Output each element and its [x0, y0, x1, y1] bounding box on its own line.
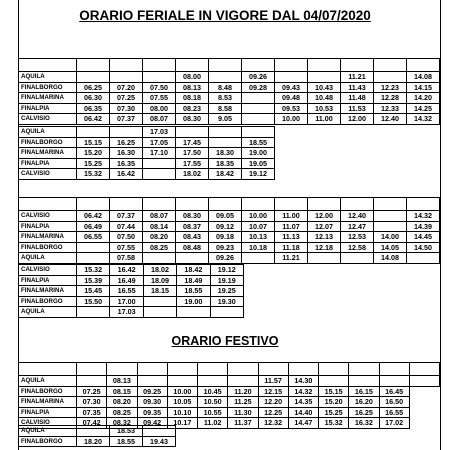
- departure-time: 15.25: [77, 158, 110, 169]
- departure-time: 12.32: [258, 418, 288, 429]
- departure-time: [143, 253, 176, 264]
- departure-time: 14.50: [407, 242, 440, 253]
- table-row: [19, 386, 440, 397]
- departure-time: 08.25: [143, 242, 176, 253]
- departure-time: 15.32: [77, 265, 110, 276]
- departure-time: 10.17: [167, 418, 197, 429]
- stop-name: FINALPIA: [19, 103, 77, 114]
- departure-time: 9.05: [209, 114, 242, 125]
- departure-time: 19.00: [242, 148, 275, 159]
- departure-time: 09.26: [242, 72, 275, 83]
- departure-time: 16.15: [349, 386, 379, 397]
- departure-time: 18.15: [143, 286, 176, 297]
- departure-time: [167, 376, 197, 387]
- departure-time: 16.49: [110, 275, 143, 286]
- departure-time: 11.37: [228, 418, 258, 429]
- departure-time: 11.25: [228, 397, 258, 408]
- departure-time: 12.23: [374, 82, 407, 93]
- departure-time: 15.15: [77, 137, 110, 148]
- departure-time: 15.32: [77, 169, 110, 180]
- departure-time: [143, 307, 176, 318]
- table-row: [19, 275, 244, 286]
- table-row: [19, 242, 440, 253]
- departure-time: 14.47: [288, 418, 318, 429]
- departure-time: 10.13: [242, 232, 275, 243]
- departure-time: [137, 376, 167, 387]
- departure-time: [209, 137, 242, 148]
- stop-name: CALVISIO: [19, 114, 77, 125]
- departure-time: 11.43: [341, 82, 374, 93]
- departure-time: [77, 242, 110, 253]
- table-row: [19, 232, 440, 243]
- stop-name: FINALMARINA: [19, 286, 77, 297]
- departure-time: [143, 296, 176, 307]
- departure-time: 18.42: [177, 265, 210, 276]
- stop-name: FINALMARINA: [19, 148, 77, 159]
- departure-time: 09.18: [209, 232, 242, 243]
- departure-time: 16.45: [379, 386, 409, 397]
- departure-time: 07.55: [143, 93, 176, 104]
- departure-time: 08.07: [143, 211, 176, 222]
- departure-time: 17.03: [143, 127, 176, 138]
- departure-time: [228, 376, 258, 387]
- departure-time: 08.07: [143, 114, 176, 125]
- departure-time: [77, 376, 107, 387]
- departure-time: 08.13: [107, 376, 137, 387]
- departure-time: 15.32: [319, 418, 349, 429]
- stop-name: FINALBORGO: [19, 82, 77, 93]
- departure-time: 14.32: [407, 114, 440, 125]
- departure-time: [308, 253, 341, 264]
- departure-time: 08.20: [143, 232, 176, 243]
- departure-time: 07.50: [110, 232, 143, 243]
- departure-time: [242, 253, 275, 264]
- departure-time: 11.21: [275, 253, 308, 264]
- table-row: [19, 436, 176, 447]
- departure-time: [177, 307, 210, 318]
- departure-time: 16.20: [349, 397, 379, 408]
- departure-time: 08.48: [176, 242, 209, 253]
- table-row: [19, 265, 244, 276]
- departure-time: 08.00: [143, 103, 176, 114]
- departure-time: 8.48: [209, 82, 242, 93]
- departure-time: 12.00: [341, 114, 374, 125]
- stop-name: FINALMARINA: [19, 93, 77, 104]
- table-row: [19, 253, 440, 264]
- departure-time: 14.20: [407, 93, 440, 104]
- departure-time: 09.43: [275, 82, 308, 93]
- departure-time: [77, 127, 110, 138]
- stop-name: FINALPIA: [19, 275, 77, 286]
- departure-time: 19.30: [210, 296, 243, 307]
- departure-time: 06.42: [77, 211, 110, 222]
- page-right-border: [440, 0, 441, 450]
- departure-time: 18.35: [209, 158, 242, 169]
- departure-time: 18.55: [110, 436, 143, 447]
- stop-name: AQUILA: [19, 127, 77, 138]
- departure-time: 16.55: [110, 286, 143, 297]
- departure-time: 08.18: [176, 93, 209, 104]
- departure-time: 10.45: [198, 386, 228, 397]
- departure-time: [409, 376, 439, 387]
- departure-time: 07.30: [110, 103, 143, 114]
- departure-time: 15.15: [319, 386, 349, 397]
- departure-time: [209, 127, 242, 138]
- departure-time: 08.30: [176, 114, 209, 125]
- table-row: [19, 407, 440, 418]
- departure-time: 07.55: [110, 242, 143, 253]
- departure-time: [242, 93, 275, 104]
- table-row: [19, 397, 440, 408]
- stop-name: FINALMARINA: [19, 232, 77, 243]
- departure-time: 18.02: [176, 169, 209, 180]
- departure-time: 12.40: [341, 211, 374, 222]
- departure-time: 19.25: [210, 286, 243, 297]
- departure-time: 10.55: [198, 407, 228, 418]
- departure-time: 10.43: [308, 82, 341, 93]
- table-row: [19, 296, 244, 307]
- departure-time: 8.58: [209, 103, 242, 114]
- holiday-title: ORARIO FESTIVO: [171, 334, 279, 348]
- departure-time: [374, 211, 407, 222]
- departure-time: 09.25: [137, 386, 167, 397]
- departure-time: 12.18: [308, 242, 341, 253]
- departure-time: 09.05: [209, 211, 242, 222]
- departure-time: 07.25: [110, 93, 143, 104]
- departure-time: 14.35: [288, 397, 318, 408]
- departure-time: 12.47: [341, 221, 374, 232]
- departure-time: [110, 72, 143, 83]
- departure-time: 16.35: [110, 158, 143, 169]
- stop-name: FINALBORGO: [19, 386, 77, 397]
- departure-time: 16.32: [349, 418, 379, 429]
- departure-time: 17.50: [176, 148, 209, 159]
- departure-time: 08.15: [107, 386, 137, 397]
- departure-time: 12.25: [258, 407, 288, 418]
- departure-time: [242, 114, 275, 125]
- departure-time: 11.00: [308, 114, 341, 125]
- departure-time: [143, 158, 176, 169]
- departure-time: 07.20: [110, 82, 143, 93]
- departure-time: 08.25: [107, 407, 137, 418]
- stop-name: FINALBORGO: [19, 242, 77, 253]
- departure-time: 12.07: [308, 221, 341, 232]
- departure-time: 10.00: [242, 211, 275, 222]
- departure-time: 14.39: [407, 221, 440, 232]
- departure-time: 12.00: [308, 211, 341, 222]
- departure-time: [176, 127, 209, 138]
- departure-time: 09.53: [275, 103, 308, 114]
- table-spacer-row: [19, 363, 440, 376]
- departure-time: 18.09: [143, 275, 176, 286]
- departure-time: 06.49: [77, 221, 110, 232]
- departure-time: 11.53: [341, 103, 374, 114]
- stop-name: FINALPIA: [19, 407, 77, 418]
- departure-time: [341, 253, 374, 264]
- departure-time: 09.42: [137, 418, 167, 429]
- departure-time: 09.48: [275, 93, 308, 104]
- departure-time: [374, 221, 407, 232]
- departure-time: 09.12: [209, 221, 242, 232]
- departure-time: 8.53: [209, 93, 242, 104]
- holiday-table-2: [18, 425, 176, 447]
- stop-name: CALVISIO: [19, 418, 77, 429]
- departure-time: 11.20: [228, 386, 258, 397]
- table-row: [19, 211, 440, 222]
- departure-time: [209, 72, 242, 83]
- departure-time: 10.05: [167, 397, 197, 408]
- departure-time: 12.15: [258, 386, 288, 397]
- stop-name: CALVISIO: [19, 169, 77, 180]
- departure-time: [242, 103, 275, 114]
- stop-name: FINALPIA: [19, 158, 77, 169]
- stop-name: FINALMARINA: [19, 397, 77, 408]
- departure-time: 17.45: [176, 137, 209, 148]
- weekday-title: ORARIO FERIALE IN VIGORE DAL 04/07/2020: [79, 8, 371, 23]
- departure-time: 17.55: [176, 158, 209, 169]
- departure-time: [210, 307, 243, 318]
- departure-time: 14.32: [288, 386, 318, 397]
- departure-time: 11.57: [258, 376, 288, 387]
- departure-time: 18.49: [177, 275, 210, 286]
- stop-name: AQUILA: [19, 426, 77, 437]
- table-spacer-row: [19, 198, 440, 211]
- departure-time: 09.23: [209, 242, 242, 253]
- weekday-table-2: [18, 126, 275, 180]
- departure-time: 10.53: [308, 103, 341, 114]
- departure-time: 06.25: [77, 82, 110, 93]
- table-row: [19, 93, 440, 104]
- departure-time: 15.50: [77, 296, 110, 307]
- table-row: [19, 137, 275, 148]
- departure-time: 11.18: [275, 242, 308, 253]
- departure-time: 08.23: [176, 103, 209, 114]
- departure-time: 09.35: [137, 407, 167, 418]
- departure-time: 16.50: [379, 397, 409, 408]
- departure-time: 10.07: [242, 221, 275, 232]
- departure-time: 11.02: [198, 418, 228, 429]
- stop-name: AQUILA: [19, 307, 77, 318]
- stop-name: FINALBORGO: [19, 137, 77, 148]
- table-row: [19, 426, 176, 437]
- table-row: [19, 221, 440, 232]
- table-row: [19, 114, 440, 125]
- departure-time: 10.48: [308, 93, 341, 104]
- departure-time: 09.28: [242, 82, 275, 93]
- departure-time: [308, 72, 341, 83]
- weekday-table-3: [18, 197, 440, 264]
- departure-time: 19.43: [143, 436, 176, 447]
- departure-time: [319, 376, 349, 387]
- departure-time: [198, 376, 228, 387]
- table-row: [19, 127, 275, 138]
- departure-time: 10.18: [242, 242, 275, 253]
- departure-time: 17.00: [110, 296, 143, 307]
- departure-time: [349, 376, 379, 387]
- table-row: [19, 148, 275, 159]
- table-row: [19, 82, 440, 93]
- departure-time: 08.37: [176, 221, 209, 232]
- departure-time: 18.30: [209, 148, 242, 159]
- stop-name: AQUILA: [19, 253, 77, 264]
- departure-time: 11.30: [228, 407, 258, 418]
- departure-time: 16.25: [110, 137, 143, 148]
- departure-time: 15.45: [77, 286, 110, 297]
- departure-time: 16.55: [379, 407, 409, 418]
- departure-time: [143, 72, 176, 83]
- departure-time: 11.48: [341, 93, 374, 104]
- departure-time: 12.13: [308, 232, 341, 243]
- departure-time: 11.00: [275, 211, 308, 222]
- holiday-table-1: [18, 362, 440, 429]
- departure-time: 19.19: [210, 275, 243, 286]
- departure-time: 14.08: [374, 253, 407, 264]
- departure-time: 18.55: [177, 286, 210, 297]
- departure-time: 17.10: [143, 148, 176, 159]
- departure-time: 07.37: [110, 211, 143, 222]
- departure-time: [77, 253, 110, 264]
- departure-time: 12.33: [374, 103, 407, 114]
- departure-time: 14.45: [407, 232, 440, 243]
- departure-time: 18.20: [77, 436, 110, 447]
- departure-time: 17.05: [143, 137, 176, 148]
- departure-time: 07.37: [110, 114, 143, 125]
- departure-time: 14.25: [407, 103, 440, 114]
- stop-name: AQUILA: [19, 72, 77, 83]
- departure-time: 19.00: [177, 296, 210, 307]
- stop-name: FINALBORGO: [19, 436, 77, 447]
- departure-time: 07.50: [143, 82, 176, 93]
- table-row: [19, 103, 440, 114]
- departure-time: 12.28: [374, 93, 407, 104]
- departure-time: 08.00: [176, 72, 209, 83]
- departure-time: [407, 253, 440, 264]
- departure-time: 19.05: [242, 158, 275, 169]
- departure-time: 10.10: [167, 407, 197, 418]
- departure-time: 14.15: [407, 82, 440, 93]
- departure-time: [77, 72, 110, 83]
- stop-name: AQUILA: [19, 376, 77, 387]
- departure-time: 15.20: [77, 148, 110, 159]
- departure-time: [275, 72, 308, 83]
- departure-time: 15.39: [77, 275, 110, 286]
- departure-time: 10.50: [198, 397, 228, 408]
- table-row: [19, 169, 275, 180]
- departure-time: 11.13: [275, 232, 308, 243]
- departure-time: 16.42: [110, 169, 143, 180]
- departure-time: 08.20: [107, 397, 137, 408]
- departure-time: 07.44: [110, 221, 143, 232]
- departure-time: 14.00: [374, 232, 407, 243]
- departure-time: 07.35: [77, 407, 107, 418]
- departure-time: [242, 127, 275, 138]
- departure-time: 10.00: [275, 114, 308, 125]
- departure-time: 06.35: [77, 103, 110, 114]
- departure-time: 15.20: [319, 397, 349, 408]
- departure-time: [379, 376, 409, 387]
- departure-time: 17.03: [110, 307, 143, 318]
- departure-time: 08.43: [176, 232, 209, 243]
- departure-time: 12.58: [341, 242, 374, 253]
- departure-time: 19.12: [210, 265, 243, 276]
- departure-time: 09.26: [209, 253, 242, 264]
- departure-time: [110, 127, 143, 138]
- departure-time: [143, 426, 176, 437]
- departure-time: 19.12: [242, 169, 275, 180]
- departure-time: 11.07: [275, 221, 308, 232]
- departure-time: 08.14: [143, 221, 176, 232]
- departure-time: 17.02: [379, 418, 409, 429]
- departure-time: 07.42: [77, 418, 107, 429]
- departure-time: 18.55: [242, 137, 275, 148]
- departure-time: [176, 253, 209, 264]
- stop-name: CALVISIO: [19, 265, 77, 276]
- departure-time: 08.32: [107, 418, 137, 429]
- departure-time: 14.05: [374, 242, 407, 253]
- departure-time: [77, 307, 110, 318]
- departure-time: 18.02: [143, 265, 176, 276]
- table-row: [19, 72, 440, 83]
- departure-time: [143, 169, 176, 180]
- departure-time: 14.40: [288, 407, 318, 418]
- departure-time: 06.42: [77, 114, 110, 125]
- departure-time: 18.53: [110, 426, 143, 437]
- departure-time: [77, 426, 110, 437]
- departure-time: 07.58: [110, 253, 143, 264]
- departure-time: 06.30: [77, 93, 110, 104]
- departure-time: 12.53: [341, 232, 374, 243]
- departure-time: 15.25: [319, 407, 349, 418]
- departure-time: 10.00: [167, 386, 197, 397]
- table-row: [19, 376, 440, 387]
- stop-name: FINALBORGO: [19, 296, 77, 307]
- departure-time: [374, 72, 407, 83]
- table-row: [19, 158, 275, 169]
- table-row: [19, 307, 244, 318]
- weekday-table-4: [18, 264, 244, 318]
- departure-time: 07.25: [77, 386, 107, 397]
- departure-time: 12.40: [374, 114, 407, 125]
- departure-time: 06.55: [77, 232, 110, 243]
- departure-time: 07.30: [77, 397, 107, 408]
- stop-name: FINALPIA: [19, 221, 77, 232]
- departure-time: 14.32: [407, 211, 440, 222]
- departure-time: 16.25: [349, 407, 379, 418]
- departure-time: 14.08: [407, 72, 440, 83]
- departure-time: 08.13: [176, 82, 209, 93]
- departure-time: 16.30: [110, 148, 143, 159]
- weekday-table-1: [18, 58, 440, 125]
- stop-name: CALVISIO: [19, 211, 77, 222]
- table-row: [19, 286, 244, 297]
- departure-time: 11.21: [341, 72, 374, 83]
- departure-time: 18.42: [209, 169, 242, 180]
- departure-time: 12.20: [258, 397, 288, 408]
- table-spacer-row: [19, 59, 440, 72]
- departure-time: 09.30: [137, 397, 167, 408]
- departure-time: 16.42: [110, 265, 143, 276]
- departure-time: 14.30: [288, 376, 318, 387]
- departure-time: 08.30: [176, 211, 209, 222]
